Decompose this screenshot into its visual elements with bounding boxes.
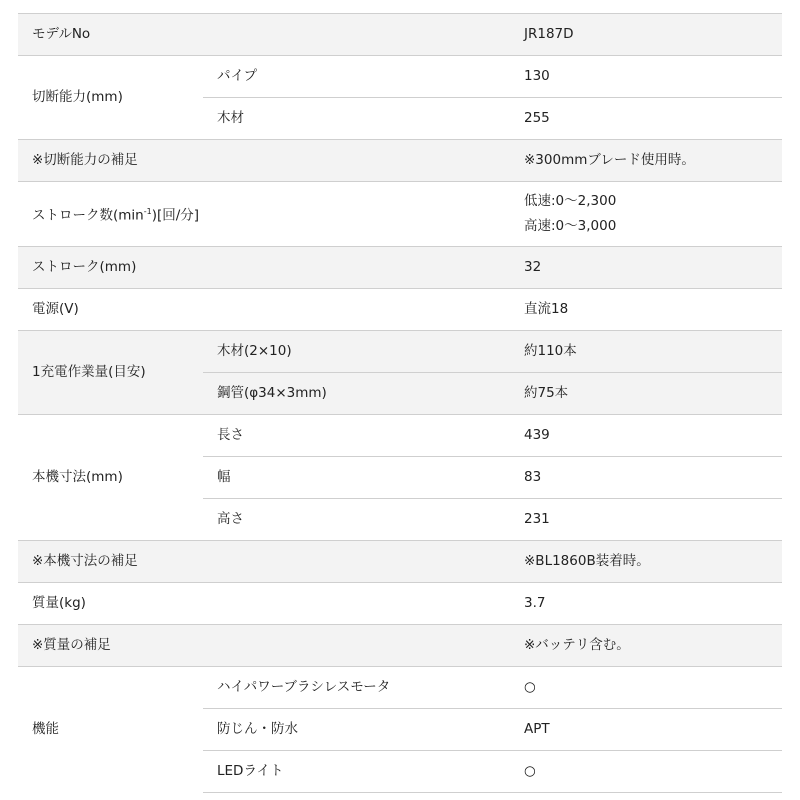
spec-row-stroke: [18, 247, 782, 289]
row-value: 255: [510, 98, 782, 140]
row-label: 本機寸法(mm): [18, 415, 203, 541]
spec-row-power: [18, 289, 782, 331]
spec-row-mass: [18, 583, 782, 625]
row-label: ※切断能力の補足: [18, 140, 510, 182]
spec-row-stroke-count: [18, 182, 782, 247]
row-value: 231: [510, 499, 782, 541]
label-text: ストローク数(min: [32, 207, 144, 224]
row-value: 約75本: [510, 373, 782, 415]
row-label: [18, 182, 510, 247]
row-label: 機能: [18, 667, 203, 793]
label-superscript: -1: [143, 207, 152, 217]
row-sublabel: 木材: [203, 98, 510, 140]
row-value: 83: [510, 457, 782, 499]
row-label: 1充電作業量(目安): [18, 331, 203, 415]
row-sublabel: 鋼管(φ34×3mm): [203, 373, 510, 415]
row-value: 直流18: [510, 289, 782, 331]
spec-table: [18, 13, 782, 793]
label-text-rest: )[回/分]: [151, 207, 200, 224]
row-label: モデルNo: [18, 14, 510, 56]
row-value: 3.7: [510, 583, 782, 625]
row-sublabel: 高さ: [203, 499, 510, 541]
spec-row-mass-note: [18, 625, 782, 667]
row-value: [510, 182, 782, 247]
row-value: 439: [510, 415, 782, 457]
row-value: ※BL1860B装着時。: [510, 541, 782, 583]
spec-row-dimensions-note: [18, 541, 782, 583]
low-speed-value: 低速:0〜2,300: [524, 193, 617, 209]
row-label: 電源(V): [18, 289, 510, 331]
high-speed-value: 高速:0〜3,000: [524, 218, 617, 234]
row-label: ※質量の補足: [18, 625, 510, 667]
row-sublabel: LEDライト: [203, 751, 510, 793]
row-label: 切断能力(mm): [18, 56, 203, 140]
row-sublabel: 防じん・防水: [203, 709, 510, 751]
row-value: 32: [510, 247, 782, 289]
row-label: 質量(kg): [18, 583, 510, 625]
row-value: ※バッテリ含む。: [510, 625, 782, 667]
row-label: ストローク(mm): [18, 247, 510, 289]
spec-row-dimensions-length: [18, 415, 782, 457]
row-sublabel: パイプ: [203, 56, 510, 98]
spec-row-features-motor: [18, 667, 782, 709]
row-value: ○: [510, 667, 782, 709]
row-sublabel: ハイパワーブラシレスモータ: [203, 667, 510, 709]
row-value: ○: [510, 751, 782, 793]
row-value: 約110本: [510, 331, 782, 373]
row-value: APT: [510, 709, 782, 751]
spec-row-cutting-pipe: [18, 56, 782, 98]
row-label: ※本機寸法の補足: [18, 541, 510, 583]
row-sublabel: 長さ: [203, 415, 510, 457]
row-value: 130: [510, 56, 782, 98]
spec-row-cutting-note: [18, 140, 782, 182]
row-value: ※300mmブレード使用時。: [510, 140, 782, 182]
spec-row-model: [18, 14, 782, 56]
row-value: JR187D: [510, 14, 782, 56]
spec-row-work-wood: [18, 331, 782, 373]
row-sublabel: 幅: [203, 457, 510, 499]
row-sublabel: 木材(2×10): [203, 331, 510, 373]
